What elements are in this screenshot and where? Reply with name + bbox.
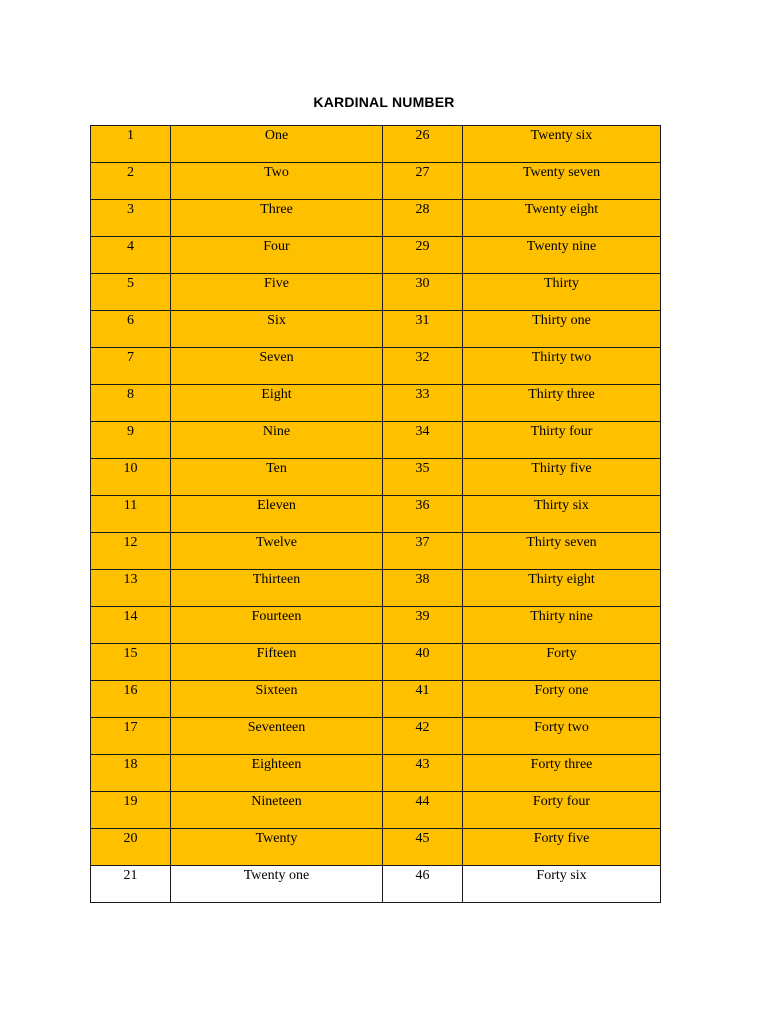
- word-cell-right: Forty six: [463, 866, 661, 903]
- word-cell-left: Five: [171, 274, 383, 311]
- table-row: [91, 311, 661, 348]
- word-cell-right: Forty one: [463, 681, 661, 718]
- word-cell-right: Twenty nine: [463, 237, 661, 274]
- number-cell-left: 4: [91, 237, 171, 274]
- number-cell-right: 43: [383, 755, 463, 792]
- table-row: [91, 607, 661, 644]
- number-cell-right: 33: [383, 385, 463, 422]
- number-cell-right: 29: [383, 237, 463, 274]
- number-cell-right: 45: [383, 829, 463, 866]
- word-cell-right: Thirty seven: [463, 533, 661, 570]
- number-cell-left: 19: [91, 792, 171, 829]
- number-cell-left: 16: [91, 681, 171, 718]
- word-cell-left: Twelve: [171, 533, 383, 570]
- word-cell-left: One: [171, 126, 383, 163]
- word-cell-right: Twenty seven: [463, 163, 661, 200]
- table-row: [91, 385, 661, 422]
- word-cell-left: Sixteen: [171, 681, 383, 718]
- word-cell-left: Nine: [171, 422, 383, 459]
- word-cell-left: Six: [171, 311, 383, 348]
- number-cell-right: 44: [383, 792, 463, 829]
- word-cell-right: Thirty three: [463, 385, 661, 422]
- word-cell-right: Forty: [463, 644, 661, 681]
- word-cell-left: Ten: [171, 459, 383, 496]
- page-title: KARDINAL NUMBER: [313, 94, 455, 110]
- number-cell-left: 5: [91, 274, 171, 311]
- number-cell-left: 12: [91, 533, 171, 570]
- table-row: [91, 829, 661, 866]
- number-cell-left: 10: [91, 459, 171, 496]
- word-cell-right: Forty four: [463, 792, 661, 829]
- number-cell-right: 26: [383, 126, 463, 163]
- number-cell-left: 17: [91, 718, 171, 755]
- word-cell-left: Four: [171, 237, 383, 274]
- word-cell-right: Twenty six: [463, 126, 661, 163]
- number-cell-right: 31: [383, 311, 463, 348]
- word-cell-right: Thirty two: [463, 348, 661, 385]
- number-cell-left: 7: [91, 348, 171, 385]
- table-row: [91, 422, 661, 459]
- word-cell-right: Thirty six: [463, 496, 661, 533]
- word-cell-left: Eleven: [171, 496, 383, 533]
- word-cell-left: Seven: [171, 348, 383, 385]
- table-row: [91, 274, 661, 311]
- number-cell-right: 34: [383, 422, 463, 459]
- table-row: [91, 533, 661, 570]
- table-row: [91, 866, 661, 903]
- number-cell-right: 41: [383, 681, 463, 718]
- number-cell-right: 27: [383, 163, 463, 200]
- word-cell-left: Fifteen: [171, 644, 383, 681]
- table-row: [91, 496, 661, 533]
- number-cell-right: 28: [383, 200, 463, 237]
- word-cell-right: Thirty nine: [463, 607, 661, 644]
- word-cell-right: Forty two: [463, 718, 661, 755]
- number-cell-right: 38: [383, 570, 463, 607]
- number-cell-right: 46: [383, 866, 463, 903]
- number-cell-left: 3: [91, 200, 171, 237]
- table-row: [91, 237, 661, 274]
- word-cell-right: Twenty eight: [463, 200, 661, 237]
- number-cell-left: 20: [91, 829, 171, 866]
- number-cell-left: 13: [91, 570, 171, 607]
- table-row: [91, 755, 661, 792]
- word-cell-right: Thirty eight: [463, 570, 661, 607]
- number-cell-left: 8: [91, 385, 171, 422]
- word-cell-left: Seventeen: [171, 718, 383, 755]
- word-cell-right: Thirty four: [463, 422, 661, 459]
- number-cell-left: 18: [91, 755, 171, 792]
- number-cell-right: 32: [383, 348, 463, 385]
- number-cell-left: 9: [91, 422, 171, 459]
- number-cell-right: 30: [383, 274, 463, 311]
- number-cell-left: 1: [91, 126, 171, 163]
- word-cell-right: Thirty: [463, 274, 661, 311]
- number-cell-right: 42: [383, 718, 463, 755]
- number-cell-left: 15: [91, 644, 171, 681]
- word-cell-right: Thirty five: [463, 459, 661, 496]
- table-row: [91, 570, 661, 607]
- word-cell-right: Forty three: [463, 755, 661, 792]
- number-cell-left: 14: [91, 607, 171, 644]
- number-cell-right: 39: [383, 607, 463, 644]
- table-row: [91, 644, 661, 681]
- word-cell-left: Thirteen: [171, 570, 383, 607]
- table-row: [91, 348, 661, 385]
- table-row: [91, 681, 661, 718]
- table-row: [91, 200, 661, 237]
- word-cell-left: Fourteen: [171, 607, 383, 644]
- table-row: [91, 718, 661, 755]
- number-cell-right: 36: [383, 496, 463, 533]
- number-cell-right: 35: [383, 459, 463, 496]
- word-cell-right: Forty five: [463, 829, 661, 866]
- word-cell-left: Twenty one: [171, 866, 383, 903]
- number-cell-right: 40: [383, 644, 463, 681]
- word-cell-left: Twenty: [171, 829, 383, 866]
- number-cell-right: 37: [383, 533, 463, 570]
- number-cell-left: 2: [91, 163, 171, 200]
- table-row: [91, 459, 661, 496]
- table-row: [91, 792, 661, 829]
- word-cell-right: Thirty one: [463, 311, 661, 348]
- table-body: [91, 126, 661, 903]
- number-cell-left: 11: [91, 496, 171, 533]
- number-cell-left: 6: [91, 311, 171, 348]
- word-cell-left: Two: [171, 163, 383, 200]
- word-cell-left: Eight: [171, 385, 383, 422]
- table-row: [91, 126, 661, 163]
- word-cell-left: Eighteen: [171, 755, 383, 792]
- word-cell-left: Nineteen: [171, 792, 383, 829]
- word-cell-left: Three: [171, 200, 383, 237]
- cardinal-number-table: [90, 125, 661, 903]
- number-cell-left: 21: [91, 866, 171, 903]
- table-row: [91, 163, 661, 200]
